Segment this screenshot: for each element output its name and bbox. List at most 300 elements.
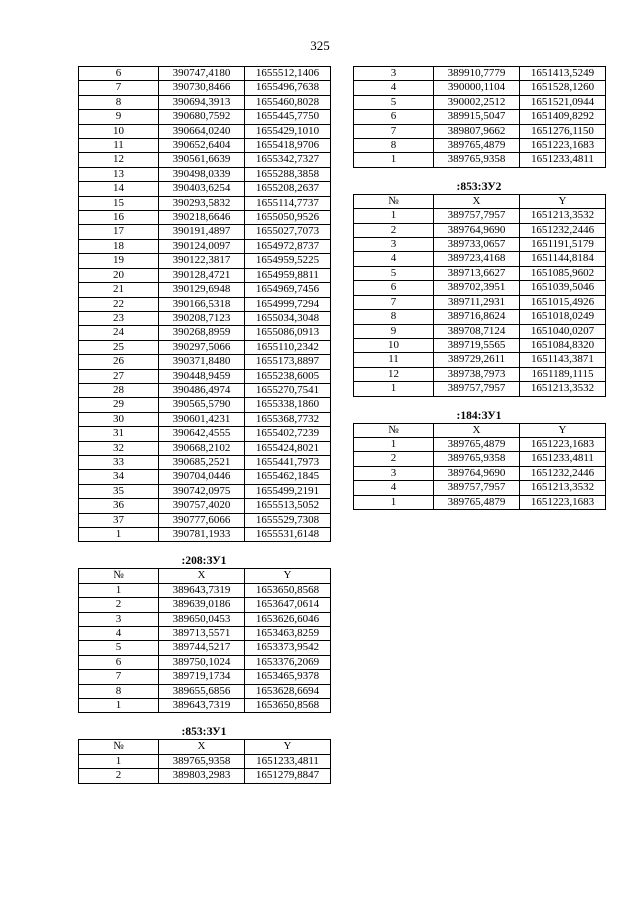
coord-y: 1653628,6694 <box>245 684 331 698</box>
coord-x: 389711,2931 <box>434 295 520 309</box>
table-row <box>354 353 606 367</box>
point-number: 17 <box>79 225 159 239</box>
point-number: 4 <box>79 627 159 641</box>
table-row <box>79 499 331 513</box>
coord-y: 1651084,8320 <box>520 338 606 352</box>
point-number: 5 <box>354 266 434 280</box>
table-row <box>79 182 331 196</box>
table-row <box>79 441 331 455</box>
table-row <box>354 223 606 237</box>
coordinates-table-continued-left <box>78 66 331 542</box>
coord-y: 1651413,5249 <box>520 67 606 81</box>
table-row <box>79 340 331 354</box>
coord-x: 390293,5832 <box>159 196 245 210</box>
coord-y: 1651015,4926 <box>520 295 606 309</box>
coord-y: 1655368,7732 <box>245 412 331 426</box>
table-row <box>354 209 606 223</box>
coord-x: 390448,9459 <box>159 369 245 383</box>
point-number: 10 <box>354 338 434 352</box>
point-number: 28 <box>79 383 159 397</box>
table-row <box>79 95 331 109</box>
coord-y: 1655402,7239 <box>245 427 331 441</box>
table-row <box>354 452 606 466</box>
coord-y: 1654999,7294 <box>245 297 331 311</box>
coord-y: 1654972,8737 <box>245 239 331 253</box>
page-number: 325 <box>310 38 330 53</box>
coord-x: 389915,5047 <box>434 110 520 124</box>
coord-y: 1655418,9706 <box>245 139 331 153</box>
table-row <box>354 481 606 495</box>
coord-x: 390122,3817 <box>159 254 245 268</box>
coord-y: 1651233,4811 <box>520 153 606 167</box>
coord-x: 389719,1734 <box>159 670 245 684</box>
point-number: 3 <box>354 238 434 252</box>
coord-y: 1651040,0207 <box>520 324 606 338</box>
table-row <box>354 266 606 280</box>
coord-x: 390757,4020 <box>159 499 245 513</box>
header-number: № <box>79 569 159 583</box>
table-row <box>79 225 331 239</box>
table-row <box>79 167 331 181</box>
coord-y: 1655460,8028 <box>245 95 331 109</box>
coord-y: 1651276,1150 <box>520 124 606 138</box>
coord-x: 389757,7957 <box>434 481 520 495</box>
coord-x: 389723,4168 <box>434 252 520 266</box>
coord-x: 390704,0446 <box>159 470 245 484</box>
point-number: 2 <box>79 769 159 783</box>
coord-x: 390002,2512 <box>434 95 520 109</box>
table-row <box>79 153 331 167</box>
coord-y: 1655238,6005 <box>245 369 331 383</box>
left-column <box>78 66 330 784</box>
coord-y: 1653376,2069 <box>245 655 331 669</box>
coord-x: 390124,0097 <box>159 239 245 253</box>
coord-x: 389807,9662 <box>434 124 520 138</box>
coord-y: 1655027,7073 <box>245 225 331 239</box>
table-row <box>354 124 606 138</box>
table-row <box>79 139 331 153</box>
coord-x: 389655,6856 <box>159 684 245 698</box>
coord-x: 390561,6639 <box>159 153 245 167</box>
table-row <box>79 355 331 369</box>
point-number: 12 <box>354 367 434 381</box>
coord-x: 389702,3951 <box>434 281 520 295</box>
coord-x: 389765,9358 <box>159 754 245 768</box>
table-row <box>79 655 331 669</box>
point-number: 1 <box>79 528 159 542</box>
coord-y: 1653650,8568 <box>245 583 331 597</box>
table-row <box>354 81 606 95</box>
coord-x: 390642,4555 <box>159 427 245 441</box>
coord-y: 1655513,5052 <box>245 499 331 513</box>
table-row <box>79 268 331 282</box>
point-number: 9 <box>79 110 159 124</box>
coord-y: 1651213,3532 <box>520 209 606 223</box>
point-number: 16 <box>79 211 159 225</box>
coord-y: 1655512,1406 <box>245 67 331 81</box>
coord-y: 1655288,3858 <box>245 167 331 181</box>
table-row <box>354 110 606 124</box>
coord-x: 390668,2102 <box>159 441 245 455</box>
point-number: 15 <box>79 196 159 210</box>
point-number: 7 <box>79 670 159 684</box>
right-column <box>353 66 605 510</box>
coord-x: 389738,7973 <box>434 367 520 381</box>
table-row <box>354 238 606 252</box>
coord-y: 1655342,7327 <box>245 153 331 167</box>
coord-y: 1655050,9526 <box>245 211 331 225</box>
point-number: 34 <box>79 470 159 484</box>
coord-y: 1653373,9542 <box>245 641 331 655</box>
coord-y: 1651232,2446 <box>520 466 606 480</box>
table-row <box>354 466 606 480</box>
point-number: 20 <box>79 268 159 282</box>
coord-y: 1655034,3048 <box>245 311 331 325</box>
header-x: X <box>434 194 520 208</box>
coord-y: 1651189,1115 <box>520 367 606 381</box>
table-row <box>79 484 331 498</box>
coord-y: 1655173,8897 <box>245 355 331 369</box>
coord-y: 1655445,7750 <box>245 110 331 124</box>
section-title-853-zu1: :853:ЗУ1 <box>181 726 227 739</box>
coord-y: 1653647,0614 <box>245 598 331 612</box>
table-row <box>79 297 331 311</box>
table-row <box>79 124 331 138</box>
table-row <box>79 583 331 597</box>
coord-x: 389750,1024 <box>159 655 245 669</box>
point-number: 32 <box>79 441 159 455</box>
coordinates-table-853-zu2 <box>353 194 606 397</box>
coord-x: 389765,9358 <box>434 452 520 466</box>
point-number: 14 <box>79 182 159 196</box>
point-number: 22 <box>79 297 159 311</box>
coord-y: 1651279,8847 <box>245 769 331 783</box>
table-row <box>354 367 606 381</box>
coord-y: 1654959,8811 <box>245 268 331 282</box>
point-number: 1 <box>79 754 159 768</box>
coord-x: 389716,8624 <box>434 310 520 324</box>
coord-x: 389729,2611 <box>434 353 520 367</box>
point-number: 23 <box>79 311 159 325</box>
table-row <box>79 81 331 95</box>
point-number: 1 <box>354 495 434 509</box>
coord-x: 389639,0186 <box>159 598 245 612</box>
coord-y: 1655086,0913 <box>245 326 331 340</box>
table-row <box>79 67 331 81</box>
point-number: 1 <box>354 437 434 451</box>
point-number: 4 <box>354 81 434 95</box>
coord-x: 390129,6948 <box>159 283 245 297</box>
table-row <box>79 369 331 383</box>
coord-x: 390664,0240 <box>159 124 245 138</box>
table-row <box>79 383 331 397</box>
table-row <box>79 528 331 542</box>
coord-x: 389765,4879 <box>434 139 520 153</box>
point-number: 10 <box>79 124 159 138</box>
point-number: 4 <box>354 252 434 266</box>
coord-x: 389744,5217 <box>159 641 245 655</box>
table-header-row <box>354 194 606 208</box>
coord-x: 389733,0657 <box>434 238 520 252</box>
point-number: 21 <box>79 283 159 297</box>
table-row <box>354 495 606 509</box>
coord-x: 390128,4721 <box>159 268 245 282</box>
point-number: 1 <box>354 209 434 223</box>
coord-x: 390777,6066 <box>159 513 245 527</box>
point-number: 1 <box>79 699 159 713</box>
coord-x: 389713,6627 <box>434 266 520 280</box>
header-y: Y <box>520 194 606 208</box>
point-number: 18 <box>79 239 159 253</box>
coord-y: 1655496,7638 <box>245 81 331 95</box>
table-row <box>79 627 331 641</box>
coord-x: 390781,1933 <box>159 528 245 542</box>
coord-x: 389650,0453 <box>159 612 245 626</box>
coordinates-table-continued-right <box>353 66 606 168</box>
header-x: X <box>159 569 245 583</box>
point-number: 19 <box>79 254 159 268</box>
table-row <box>79 769 331 783</box>
coord-y: 1651085,9602 <box>520 266 606 280</box>
coord-y: 1651528,1260 <box>520 81 606 95</box>
coord-x: 389643,7319 <box>159 699 245 713</box>
coord-y: 1651223,1683 <box>520 437 606 451</box>
coord-x: 390694,3913 <box>159 95 245 109</box>
point-number: 6 <box>79 67 159 81</box>
table-row <box>79 455 331 469</box>
coord-x: 389764,9690 <box>434 466 520 480</box>
section-title-184-zu1: :184:ЗУ1 <box>456 409 502 422</box>
table-row <box>79 239 331 253</box>
point-number: 36 <box>79 499 159 513</box>
header-x: X <box>159 740 245 754</box>
coord-y: 1655531,6148 <box>245 528 331 542</box>
coord-x: 389803,2983 <box>159 769 245 783</box>
point-number: 1 <box>79 583 159 597</box>
table-row <box>79 196 331 210</box>
point-number: 4 <box>354 481 434 495</box>
coord-x: 389765,4879 <box>434 495 520 509</box>
coord-y: 1651143,3871 <box>520 353 606 367</box>
coord-x: 389757,7957 <box>434 382 520 396</box>
coord-y: 1653650,8568 <box>245 699 331 713</box>
coord-x: 389757,7957 <box>434 209 520 223</box>
point-number: 37 <box>79 513 159 527</box>
table-row <box>79 641 331 655</box>
coord-y: 1651191,5179 <box>520 238 606 252</box>
point-number: 6 <box>354 110 434 124</box>
point-number: 3 <box>354 466 434 480</box>
point-number: 31 <box>79 427 159 441</box>
coord-y: 1651223,1683 <box>520 139 606 153</box>
coord-x: 389713,5571 <box>159 627 245 641</box>
table-row <box>79 311 331 325</box>
coord-x: 390565,5790 <box>159 398 245 412</box>
coord-x: 390403,6254 <box>159 182 245 196</box>
coord-x: 390652,6404 <box>159 139 245 153</box>
point-number: 1 <box>354 153 434 167</box>
coord-y: 1654959,5225 <box>245 254 331 268</box>
header-y: Y <box>245 569 331 583</box>
point-number: 2 <box>354 223 434 237</box>
coord-y: 1655429,1010 <box>245 124 331 138</box>
point-number: 7 <box>354 124 434 138</box>
coord-x: 390486,4974 <box>159 383 245 397</box>
coord-y: 1653626,6046 <box>245 612 331 626</box>
coord-y: 1651213,3532 <box>520 382 606 396</box>
point-number: 33 <box>79 455 159 469</box>
coord-y: 1655499,2191 <box>245 484 331 498</box>
table-row <box>354 281 606 295</box>
coord-y: 1651233,4811 <box>520 452 606 466</box>
coord-y: 1655529,7308 <box>245 513 331 527</box>
table-row <box>354 437 606 451</box>
coord-x: 390218,6646 <box>159 211 245 225</box>
coord-y: 1655270,7541 <box>245 383 331 397</box>
coord-x: 390601,4231 <box>159 412 245 426</box>
coord-x: 389719,5565 <box>434 338 520 352</box>
table-header-row <box>354 423 606 437</box>
table-row <box>79 326 331 340</box>
table-row <box>354 95 606 109</box>
point-number: 8 <box>354 139 434 153</box>
table-row <box>354 382 606 396</box>
point-number: 3 <box>354 67 434 81</box>
coordinates-table-853-zu1 <box>78 739 331 783</box>
point-number: 8 <box>79 95 159 109</box>
coord-x: 390191,4897 <box>159 225 245 239</box>
coord-y: 1651232,2446 <box>520 223 606 237</box>
coord-y: 1651409,8292 <box>520 110 606 124</box>
point-number: 1 <box>354 382 434 396</box>
point-number: 5 <box>354 95 434 109</box>
coord-y: 1655110,2342 <box>245 340 331 354</box>
table-row <box>79 612 331 626</box>
point-number: 11 <box>354 353 434 367</box>
point-number: 35 <box>79 484 159 498</box>
point-number: 24 <box>79 326 159 340</box>
table-row <box>79 398 331 412</box>
table-row <box>79 427 331 441</box>
coord-y: 1655338,1860 <box>245 398 331 412</box>
table-row <box>79 110 331 124</box>
header-number: № <box>354 194 434 208</box>
coord-y: 1651144,8184 <box>520 252 606 266</box>
coord-y: 1655114,7737 <box>245 196 331 210</box>
table-row <box>79 754 331 768</box>
point-number: 29 <box>79 398 159 412</box>
point-number: 7 <box>354 295 434 309</box>
header-number: № <box>354 423 434 437</box>
table-row <box>354 324 606 338</box>
point-number: 30 <box>79 412 159 426</box>
coord-x: 390685,2521 <box>159 455 245 469</box>
point-number: 9 <box>354 324 434 338</box>
coord-y: 1651233,4811 <box>245 754 331 768</box>
coord-x: 390680,7592 <box>159 110 245 124</box>
section-title-853-zu2: :853:ЗУ2 <box>456 180 502 193</box>
coord-x: 390742,0975 <box>159 484 245 498</box>
table-header-row <box>79 740 331 754</box>
coord-x: 389765,9358 <box>434 153 520 167</box>
table-row <box>79 699 331 713</box>
table-row <box>354 310 606 324</box>
coord-x: 390000,1104 <box>434 81 520 95</box>
coord-y: 1651213,3532 <box>520 481 606 495</box>
coord-x: 390166,5318 <box>159 297 245 311</box>
table-row <box>79 670 331 684</box>
coord-x: 390730,8466 <box>159 81 245 95</box>
coord-y: 1653465,9378 <box>245 670 331 684</box>
coord-x: 389708,7124 <box>434 324 520 338</box>
table-row <box>79 412 331 426</box>
header-y: Y <box>245 740 331 754</box>
point-number: 6 <box>79 655 159 669</box>
coord-y: 1651018,0249 <box>520 310 606 324</box>
coord-x: 390268,8959 <box>159 326 245 340</box>
coord-y: 1653463,8259 <box>245 627 331 641</box>
table-row <box>354 295 606 309</box>
point-number: 27 <box>79 369 159 383</box>
coord-y: 1655462,1845 <box>245 470 331 484</box>
point-number: 13 <box>79 167 159 181</box>
point-number: 8 <box>354 310 434 324</box>
coord-x: 389764,9690 <box>434 223 520 237</box>
header-number: № <box>79 740 159 754</box>
header-x: X <box>434 423 520 437</box>
point-number: 26 <box>79 355 159 369</box>
table-row <box>79 283 331 297</box>
point-number: 7 <box>79 81 159 95</box>
coord-x: 390498,0339 <box>159 167 245 181</box>
coord-x: 390297,5066 <box>159 340 245 354</box>
coord-x: 389910,7779 <box>434 67 520 81</box>
table-row <box>354 139 606 153</box>
table-row <box>354 252 606 266</box>
coordinates-table-208-zu1 <box>78 568 331 713</box>
point-number: 5 <box>79 641 159 655</box>
point-number: 2 <box>79 598 159 612</box>
table-header-row <box>79 569 331 583</box>
table-row <box>354 338 606 352</box>
coord-x: 390371,8480 <box>159 355 245 369</box>
point-number: 6 <box>354 281 434 295</box>
coord-x: 390747,4180 <box>159 67 245 81</box>
header-y: Y <box>520 423 606 437</box>
coord-y: 1655424,8021 <box>245 441 331 455</box>
coord-x: 389765,4879 <box>434 437 520 451</box>
coord-y: 1651521,0944 <box>520 95 606 109</box>
section-title-208-zu1: :208:ЗУ1 <box>181 555 227 568</box>
coord-y: 1651039,5046 <box>520 281 606 295</box>
point-number: 11 <box>79 139 159 153</box>
coord-y: 1654969,7456 <box>245 283 331 297</box>
table-row <box>354 67 606 81</box>
point-number: 25 <box>79 340 159 354</box>
table-row <box>79 470 331 484</box>
table-row <box>354 153 606 167</box>
point-number: 3 <box>79 612 159 626</box>
coord-y: 1651223,1683 <box>520 495 606 509</box>
coordinates-table-184-zu1 <box>353 423 606 510</box>
coord-y: 1655441,7973 <box>245 455 331 469</box>
point-number: 8 <box>79 684 159 698</box>
table-row <box>79 254 331 268</box>
table-row <box>79 684 331 698</box>
coord-y: 1655208,2637 <box>245 182 331 196</box>
table-row <box>79 211 331 225</box>
table-row <box>79 513 331 527</box>
